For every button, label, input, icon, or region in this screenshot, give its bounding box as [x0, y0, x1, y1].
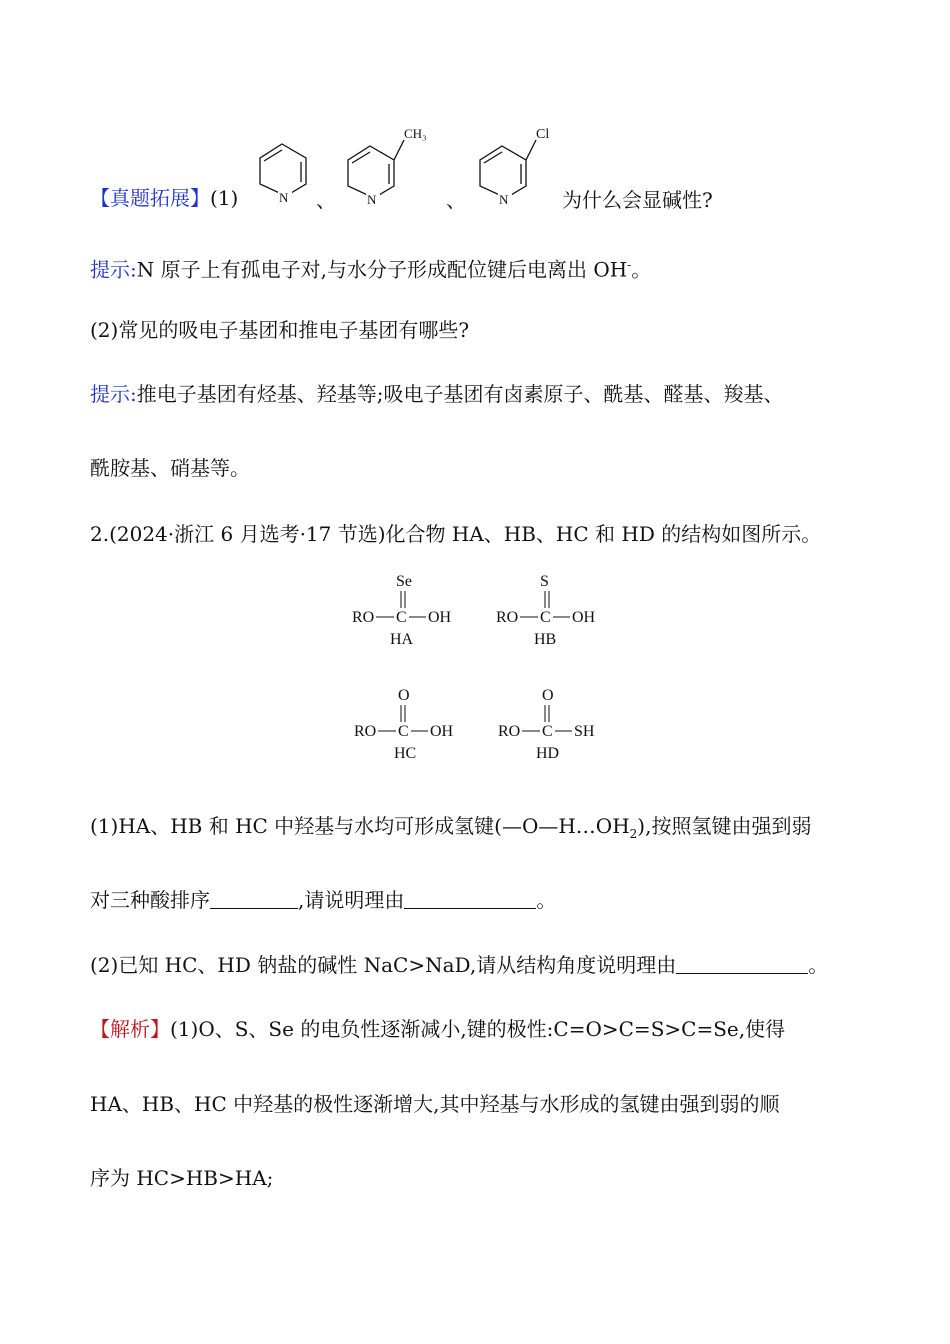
svg-text:Se: Se — [396, 573, 412, 590]
tag-real-question-expansion: 【真题拓展】 — [90, 186, 210, 210]
nitrogen-label: N — [279, 190, 289, 205]
structure-hb — [494, 570, 604, 650]
tag-analysis: 【解析】 — [90, 1017, 170, 1041]
answer-line-2: HA、HB、HC 中羟基的极性逐渐增大,其中羟基与水形成的氢键由强到弱的顺 — [90, 1092, 780, 1116]
structure-hd — [496, 684, 606, 764]
hint-label: 提示: — [90, 382, 137, 406]
svg-text:OH: OH — [572, 609, 596, 626]
answer-blank-structure-reason[interactable] — [676, 953, 808, 974]
part-2: (2)已知 HC、HD 钠盐的碱性 NaC>NaD,请从结构角度说明理由 。 — [90, 953, 829, 977]
svg-text:OH: OH — [430, 723, 454, 740]
nitrogen-label: N — [499, 192, 509, 207]
answer-blank-reason[interactable] — [404, 888, 536, 909]
question-1-text: 为什么会显碱性? — [562, 188, 713, 212]
question-2: (2)常见的吸电子基团和推电子基团有哪些? — [90, 318, 470, 342]
svg-text:O: O — [542, 687, 554, 704]
part-1-line-2: 对三种酸排序 ,请说明理由 。 — [90, 888, 557, 912]
hint-1: 提示:N 原子上有孤电子对,与水分子形成配位键后电离出 OH-。 — [90, 257, 652, 282]
structure-name: HC — [394, 745, 417, 762]
structure-hc — [352, 684, 462, 764]
answer-blank-order[interactable] — [210, 888, 298, 909]
nitrogen-label: N — [367, 192, 377, 207]
answer-line-1: 【解析】(1)O、S、Se 的电负性逐渐减小,键的极性:C=O>C=S>C=Se,使得 — [90, 1017, 786, 1041]
svg-text:SH: SH — [574, 723, 595, 740]
separator: 、 — [316, 188, 336, 212]
svg-text:C: C — [396, 609, 407, 626]
question-1-line — [90, 184, 238, 212]
svg-text:C: C — [398, 723, 409, 740]
chlorine-label: Cl — [536, 127, 550, 142]
hint-label: 提示: — [90, 257, 137, 282]
svg-text:RO: RO — [498, 723, 521, 740]
question-1-number: (1) — [210, 186, 239, 210]
svg-text:RO: RO — [352, 609, 375, 626]
structure-name: HA — [390, 631, 414, 648]
separator: 、 — [446, 188, 466, 212]
hint-2-line-2: 酰胺基、硝基等。 — [90, 456, 250, 480]
structure-name: HD — [536, 745, 560, 762]
structure-ha — [350, 570, 460, 650]
methyl-label: CH₃ — [404, 126, 427, 141]
svg-text:RO: RO — [354, 723, 377, 740]
answer-line-3: 序为 HC>HB>HA; — [90, 1166, 274, 1190]
svg-text:C: C — [540, 609, 551, 626]
svg-text:RO: RO — [496, 609, 519, 626]
pyridine-structure — [252, 138, 314, 210]
structure-name: HB — [534, 631, 557, 648]
problem-2-stem: 2.(2024·浙江 6 月选考·17 节选)化合物 HA、HB、HC 和 HD 的结构如图所示。 — [90, 522, 822, 546]
svg-text:C: C — [542, 723, 553, 740]
hint-2-line-1: 提示:推电子基团有烃基、羟基等;吸电子基团有卤素原子、酰基、醛基、羧基、 — [90, 382, 784, 406]
3-methylpyridine-structure — [340, 124, 440, 210]
part-1-line-1: (1)HA、HB 和 HC 中羟基与水均可形成氢键$(—O—H\dots OH_2)$,按照氢键由强到弱 — [90, 814, 812, 841]
3-chloropyridine-structure — [472, 124, 562, 210]
svg-text:OH: OH — [428, 609, 452, 626]
svg-text:S: S — [540, 573, 549, 590]
svg-text:O: O — [398, 687, 410, 704]
